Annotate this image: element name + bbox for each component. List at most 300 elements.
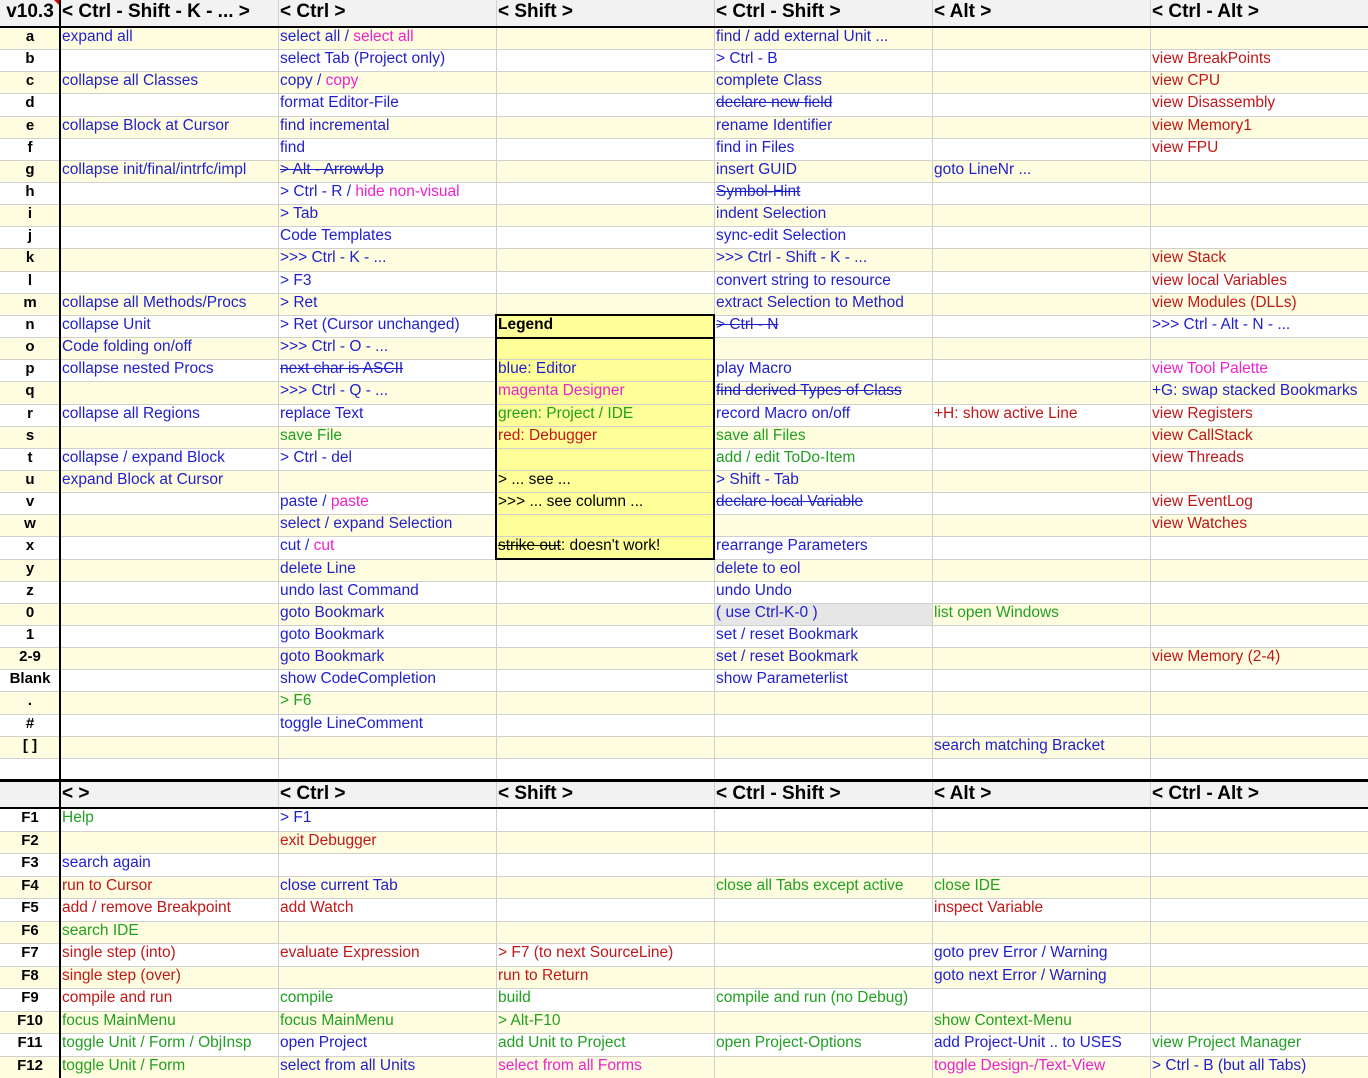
bottom-cell[interactable] — [496, 988, 714, 1011]
top-cell[interactable] — [278, 182, 496, 204]
top-cell[interactable] — [714, 315, 932, 337]
cell-text: view BreakPoints — [1152, 50, 1271, 67]
top-cell[interactable] — [60, 404, 278, 426]
top-row-key: z — [26, 582, 34, 599]
key-column-divider — [59, 782, 61, 1078]
top-cell[interactable] — [60, 27, 278, 49]
bottom-row-key: F12 — [0, 1056, 60, 1078]
top-cell[interactable] — [932, 736, 1150, 758]
bottom-cell[interactable] — [714, 876, 932, 898]
bottom-cell — [932, 831, 1150, 853]
top-cell — [496, 138, 714, 160]
bottom-cell[interactable] — [60, 853, 278, 876]
top-cell[interactable] — [714, 204, 932, 226]
top-row-key: 2-9 — [0, 647, 60, 669]
top-cell[interactable] — [278, 603, 496, 625]
top-cell[interactable] — [714, 49, 932, 71]
bottom-cell — [714, 853, 932, 876]
top-cell[interactable] — [278, 116, 496, 138]
top-cell — [496, 248, 714, 271]
top-cell[interactable] — [714, 625, 932, 647]
bottom-cell[interactable] — [714, 1033, 932, 1056]
cell-text: run to Cursor — [62, 877, 153, 894]
top-cell[interactable] — [714, 404, 932, 426]
cell-text: collapse Block at Cursor — [62, 117, 230, 134]
top-cell[interactable] — [714, 448, 932, 470]
bottom-cell[interactable] — [1150, 1033, 1368, 1056]
top-cell[interactable] — [278, 293, 496, 315]
top-header-col-0: v10.3 — [0, 0, 60, 27]
top-cell[interactable] — [496, 359, 714, 381]
cell-text: Code Templates — [280, 227, 392, 244]
top-cell[interactable] — [278, 714, 496, 736]
bottom-cell — [1150, 853, 1368, 876]
top-cell[interactable] — [496, 492, 714, 514]
cell-text: > Tab — [280, 205, 319, 222]
bottom-row-key: F6 — [0, 921, 60, 943]
top-cell[interactable] — [932, 160, 1150, 182]
top-cell[interactable] — [714, 647, 932, 669]
cell-text: toggle Unit / Form / ObjInsp — [62, 1034, 252, 1051]
grid-line — [0, 448, 1368, 449]
top-cell[interactable] — [60, 470, 278, 492]
top-cell — [60, 381, 278, 404]
bottom-cell[interactable] — [496, 943, 714, 966]
cell-text: collapse all Methods/Procs — [62, 294, 247, 311]
top-cell[interactable] — [714, 71, 932, 93]
top-cell — [932, 315, 1150, 337]
top-cell[interactable] — [714, 27, 932, 49]
cell-text: view Memory1 — [1152, 117, 1252, 134]
bottom-cell[interactable] — [60, 1011, 278, 1033]
cell-text: show CodeCompletion — [280, 670, 436, 687]
bottom-row-key: F8 — [0, 966, 60, 988]
cell-text: format Editor-File — [280, 94, 399, 111]
bottom-cell[interactable] — [714, 988, 932, 1011]
grid-line — [0, 966, 1368, 967]
cell-text: Legend — [498, 316, 554, 333]
top-row-key: t — [27, 449, 33, 466]
top-cell[interactable] — [278, 49, 496, 71]
top-cell — [932, 71, 1150, 93]
top-cell — [932, 27, 1150, 49]
grid-line — [0, 470, 1368, 471]
top-cell[interactable] — [1150, 359, 1368, 381]
top-row-key: b — [25, 50, 35, 67]
bottom-cell[interactable] — [932, 966, 1150, 988]
top-cell[interactable] — [932, 404, 1150, 426]
cell-text: +H: show active Line — [934, 405, 1078, 422]
top-cell[interactable] — [60, 359, 278, 381]
top-cell[interactable] — [496, 381, 714, 404]
cell-text: set / reset Bookmark — [716, 626, 859, 643]
top-cell[interactable] — [714, 381, 932, 404]
top-row-key: d — [25, 94, 35, 111]
top-cell[interactable] — [60, 160, 278, 182]
cell-text: single step (into) — [62, 944, 176, 961]
bottom-cell[interactable] — [278, 898, 496, 921]
bottom-cell[interactable] — [932, 1056, 1150, 1078]
top-cell[interactable] — [714, 603, 932, 625]
grid-line — [0, 736, 1368, 737]
top-row-key: x — [25, 537, 35, 554]
top-cell[interactable] — [1150, 116, 1368, 138]
top-cell[interactable] — [714, 492, 932, 514]
top-cell[interactable] — [714, 581, 932, 603]
bottom-header-col-6: < Ctrl - Alt > — [1150, 782, 1368, 808]
top-cell — [496, 514, 714, 536]
top-cell[interactable] — [714, 248, 932, 271]
grid-line — [0, 581, 1368, 582]
cell-text: toggle Design-/Text-View — [934, 1057, 1106, 1074]
top-cell[interactable] — [278, 71, 496, 93]
cell-text: indent Selection — [716, 205, 827, 222]
bottom-cell[interactable] — [932, 898, 1150, 921]
bottom-cell[interactable] — [60, 966, 278, 988]
grid-line — [0, 315, 1368, 316]
bottom-header-col-0 — [0, 782, 60, 808]
top-cell — [60, 49, 278, 71]
top-cell[interactable] — [1150, 93, 1368, 116]
bottom-cell[interactable] — [278, 1056, 496, 1078]
top-cell[interactable] — [714, 138, 932, 160]
cell-text: cut — [313, 537, 335, 554]
top-header-col-4: < Ctrl - Shift > — [714, 0, 932, 27]
cell-text: save File — [280, 427, 343, 444]
top-cell[interactable] — [714, 182, 932, 204]
top-cell[interactable] — [60, 337, 278, 359]
bottom-cell[interactable] — [1150, 1056, 1368, 1078]
top-cell — [1150, 625, 1368, 647]
bottom-cell[interactable] — [60, 808, 278, 831]
cell-text: ( use Ctrl-K-0 ) — [716, 604, 818, 621]
cell-text: collapse all Classes — [62, 72, 199, 89]
grid-line — [0, 988, 1368, 989]
top-cell[interactable] — [714, 470, 932, 492]
top-cell — [932, 581, 1150, 603]
top-cell — [60, 736, 278, 758]
cell-text: replace Text — [280, 405, 364, 422]
top-cell — [932, 559, 1150, 581]
grid-line — [0, 853, 1368, 854]
top-cell[interactable] — [278, 536, 496, 559]
bottom-cell[interactable] — [932, 1033, 1150, 1056]
top-cell[interactable] — [60, 448, 278, 470]
cell-text: view CPU — [1152, 72, 1221, 89]
top-cell[interactable] — [278, 381, 496, 404]
top-cell[interactable] — [1150, 138, 1368, 160]
top-cell[interactable] — [278, 204, 496, 226]
top-cell — [496, 581, 714, 603]
top-cell — [932, 714, 1150, 736]
cell-text: toggle LineComment — [280, 715, 424, 732]
grid-line — [0, 831, 1368, 832]
top-cell[interactable] — [496, 404, 714, 426]
top-cell — [1150, 669, 1368, 691]
top-cell — [278, 470, 496, 492]
bottom-cell[interactable] — [60, 1033, 278, 1056]
top-row-key: # — [25, 715, 35, 732]
top-cell[interactable] — [496, 426, 714, 448]
bottom-cell — [496, 853, 714, 876]
top-cell[interactable] — [1150, 514, 1368, 536]
bottom-cell[interactable] — [932, 876, 1150, 898]
cell-text: view Memory (2-4) — [1152, 648, 1281, 665]
cell-text: close current Tab — [280, 877, 398, 894]
top-row-key: o — [0, 337, 60, 359]
bottom-cell — [714, 808, 932, 831]
bottom-cell — [1150, 943, 1368, 966]
top-cell[interactable] — [278, 669, 496, 691]
top-cell — [932, 182, 1150, 204]
top-cell[interactable] — [278, 404, 496, 426]
top-cell[interactable] — [1150, 448, 1368, 470]
top-cell[interactable] — [60, 71, 278, 93]
top-cell[interactable] — [278, 315, 496, 337]
top-cell[interactable] — [1150, 381, 1368, 404]
cell-text: collapse all Regions — [62, 405, 200, 422]
top-cell[interactable] — [278, 426, 496, 448]
legend-title[interactable] — [496, 315, 714, 337]
cell-text: > Alt-F10 — [498, 1012, 561, 1029]
top-cell — [60, 581, 278, 603]
top-cell — [1150, 581, 1368, 603]
cell-text: strike out — [498, 537, 561, 554]
top-cell[interactable] — [278, 647, 496, 669]
bottom-cell[interactable] — [60, 1056, 278, 1078]
top-cell — [1150, 603, 1368, 625]
bottom-row-key: F2 — [0, 831, 60, 853]
top-cell[interactable] — [60, 315, 278, 337]
top-cell — [1150, 470, 1368, 492]
cell-text: declare new field — [716, 94, 833, 111]
bottom-cell[interactable] — [60, 988, 278, 1011]
grid-line — [0, 559, 1368, 560]
cell-text: compile — [280, 989, 334, 1006]
cell-text: extract Selection to Method — [716, 294, 904, 311]
cell-text: view FPU — [1152, 139, 1219, 156]
bottom-cell — [1150, 988, 1368, 1011]
top-cell — [278, 736, 496, 758]
cell-text: view Stack — [1152, 249, 1227, 266]
top-cell[interactable] — [60, 293, 278, 315]
top-cell[interactable] — [714, 271, 932, 293]
grid-line — [0, 1033, 1368, 1034]
grid-line — [0, 691, 1368, 692]
cell-text: collapse init/final/intrfc/impl — [62, 161, 247, 178]
grid-line — [0, 898, 1368, 899]
top-cell — [496, 625, 714, 647]
top-cell[interactable] — [714, 93, 932, 116]
cell-text: save all Files — [716, 427, 806, 444]
top-cell[interactable] — [278, 93, 496, 116]
grid-line — [278, 0, 279, 780]
bottom-cell — [278, 853, 496, 876]
bottom-cell[interactable] — [932, 943, 1150, 966]
bottom-cell[interactable] — [278, 988, 496, 1011]
top-row-key: . — [0, 691, 60, 714]
top-cell[interactable] — [714, 669, 932, 691]
top-row-key: 1 — [25, 626, 35, 643]
top-cell[interactable] — [1150, 315, 1368, 337]
cell-text: add Watch — [280, 899, 354, 916]
bottom-cell — [1150, 876, 1368, 898]
top-cell[interactable] — [278, 226, 496, 248]
cell-text: > Shift - Tab — [716, 471, 799, 488]
top-cell[interactable] — [714, 359, 932, 381]
top-cell[interactable] — [1150, 647, 1368, 669]
cell-text: > F7 (to next SourceLine) — [498, 944, 674, 961]
grid-line — [0, 669, 1368, 670]
top-cell[interactable] — [932, 603, 1150, 625]
top-cell — [714, 514, 932, 536]
cell-text: select Tab (Project only) — [280, 50, 446, 67]
cell-text: +G: swap stacked Bookmarks — [1152, 382, 1358, 399]
bottom-cell — [1150, 1011, 1368, 1033]
bottom-cell[interactable] — [278, 943, 496, 966]
top-cell[interactable] — [714, 116, 932, 138]
top-cell — [932, 248, 1150, 271]
cell-text: > F6 — [280, 692, 312, 709]
top-cell[interactable] — [278, 581, 496, 603]
top-cell[interactable] — [1150, 426, 1368, 448]
cell-text: copy / — [280, 72, 326, 89]
top-row-key: u — [0, 470, 60, 492]
cell-text: show Parameterlist — [716, 670, 848, 687]
bottom-cell[interactable] — [496, 1011, 714, 1033]
bottom-row-key: F4 — [0, 876, 60, 898]
cell-text: list open Windows — [934, 604, 1059, 621]
bottom-cell[interactable] — [278, 876, 496, 898]
top-cell — [60, 271, 278, 293]
top-cell[interactable] — [714, 559, 932, 581]
bottom-header-col-4: < Ctrl - Shift > — [714, 782, 932, 808]
bottom-cell[interactable] — [278, 808, 496, 831]
top-cell — [1150, 27, 1368, 49]
top-cell — [1150, 204, 1368, 226]
bottom-cell[interactable] — [278, 1033, 496, 1056]
top-cell[interactable] — [714, 536, 932, 559]
top-cell[interactable] — [278, 27, 496, 49]
grid-line — [1150, 0, 1151, 780]
bottom-header-col-3: < Shift > — [496, 782, 714, 808]
top-cell[interactable] — [496, 470, 714, 492]
top-cell — [496, 448, 714, 470]
cell-text: insert GUID — [716, 161, 797, 178]
top-cell — [496, 691, 714, 714]
cell-text: view Registers — [1152, 405, 1253, 422]
top-row-key: e — [0, 116, 60, 138]
top-cell[interactable] — [278, 337, 496, 359]
top-cell[interactable] — [1150, 248, 1368, 271]
grid-line — [0, 160, 1368, 161]
header-underline — [0, 26, 1368, 28]
cell-text: undo last Command — [280, 582, 419, 599]
grid-line — [714, 0, 715, 780]
bottom-cell[interactable] — [278, 831, 496, 853]
grid-line — [0, 1011, 1368, 1012]
bottom-cell — [60, 831, 278, 853]
top-cell[interactable] — [278, 514, 496, 536]
top-cell[interactable] — [60, 116, 278, 138]
top-cell[interactable] — [1150, 49, 1368, 71]
bottom-cell — [496, 921, 714, 943]
top-cell[interactable] — [714, 160, 932, 182]
top-cell[interactable] — [714, 426, 932, 448]
bottom-cell[interactable] — [60, 921, 278, 943]
bottom-header-col-5: < Alt > — [932, 782, 1150, 808]
top-cell — [714, 714, 932, 736]
top-cell[interactable] — [278, 359, 496, 381]
cell-text: green: Project / IDE — [498, 405, 634, 422]
top-cell — [1150, 536, 1368, 559]
top-cell[interactable] — [278, 559, 496, 581]
bottom-cell — [496, 898, 714, 921]
bottom-cell[interactable] — [278, 1011, 496, 1033]
cell-text: select / expand Selection — [280, 515, 453, 532]
grid-line — [1150, 782, 1151, 1078]
top-cell[interactable] — [1150, 293, 1368, 315]
bottom-cell[interactable] — [60, 876, 278, 898]
grid-line — [0, 876, 1368, 877]
top-cell[interactable] — [1150, 271, 1368, 293]
top-cell[interactable] — [714, 226, 932, 248]
cell-text: focus MainMenu — [62, 1012, 176, 1029]
top-row-key: 0 — [0, 603, 60, 625]
cell-text: >>> Ctrl - O - ... — [280, 338, 389, 355]
bottom-cell — [714, 943, 932, 966]
top-cell — [496, 647, 714, 669]
cell-text: >>> Ctrl - Shift - K - ... — [716, 249, 868, 266]
top-cell[interactable] — [278, 248, 496, 271]
top-cell[interactable] — [278, 625, 496, 647]
top-cell[interactable] — [278, 271, 496, 293]
top-cell — [60, 182, 278, 204]
top-cell[interactable] — [278, 138, 496, 160]
top-cell — [714, 736, 932, 758]
top-cell[interactable] — [278, 691, 496, 714]
bottom-row-key: F10 — [0, 1011, 60, 1033]
top-cell — [714, 691, 932, 714]
bottom-cell[interactable] — [932, 1011, 1150, 1033]
cell-text: search IDE — [62, 922, 139, 939]
bottom-cell — [496, 876, 714, 898]
grid-line — [0, 625, 1368, 626]
bottom-row-key: F7 — [21, 944, 39, 961]
top-cell[interactable] — [1150, 404, 1368, 426]
top-cell[interactable] — [1150, 492, 1368, 514]
bottom-cell[interactable] — [496, 966, 714, 988]
bottom-cell[interactable] — [496, 1033, 714, 1056]
cell-text: Symbol-Hint — [716, 183, 801, 200]
bottom-cell — [278, 921, 496, 943]
top-cell[interactable] — [278, 492, 496, 514]
top-row-key: k — [0, 248, 60, 271]
top-cell[interactable] — [496, 536, 714, 559]
bottom-cell — [714, 921, 932, 943]
grid-line — [0, 93, 1368, 94]
top-cell — [932, 669, 1150, 691]
grid-line — [0, 381, 1368, 382]
bottom-cell[interactable] — [496, 1056, 714, 1078]
top-cell[interactable] — [714, 293, 932, 315]
bottom-cell[interactable] — [60, 943, 278, 966]
top-cell[interactable] — [278, 448, 496, 470]
bottom-cell[interactable] — [60, 898, 278, 921]
top-cell — [932, 691, 1150, 714]
top-cell[interactable] — [278, 160, 496, 182]
top-cell[interactable] — [1150, 71, 1368, 93]
